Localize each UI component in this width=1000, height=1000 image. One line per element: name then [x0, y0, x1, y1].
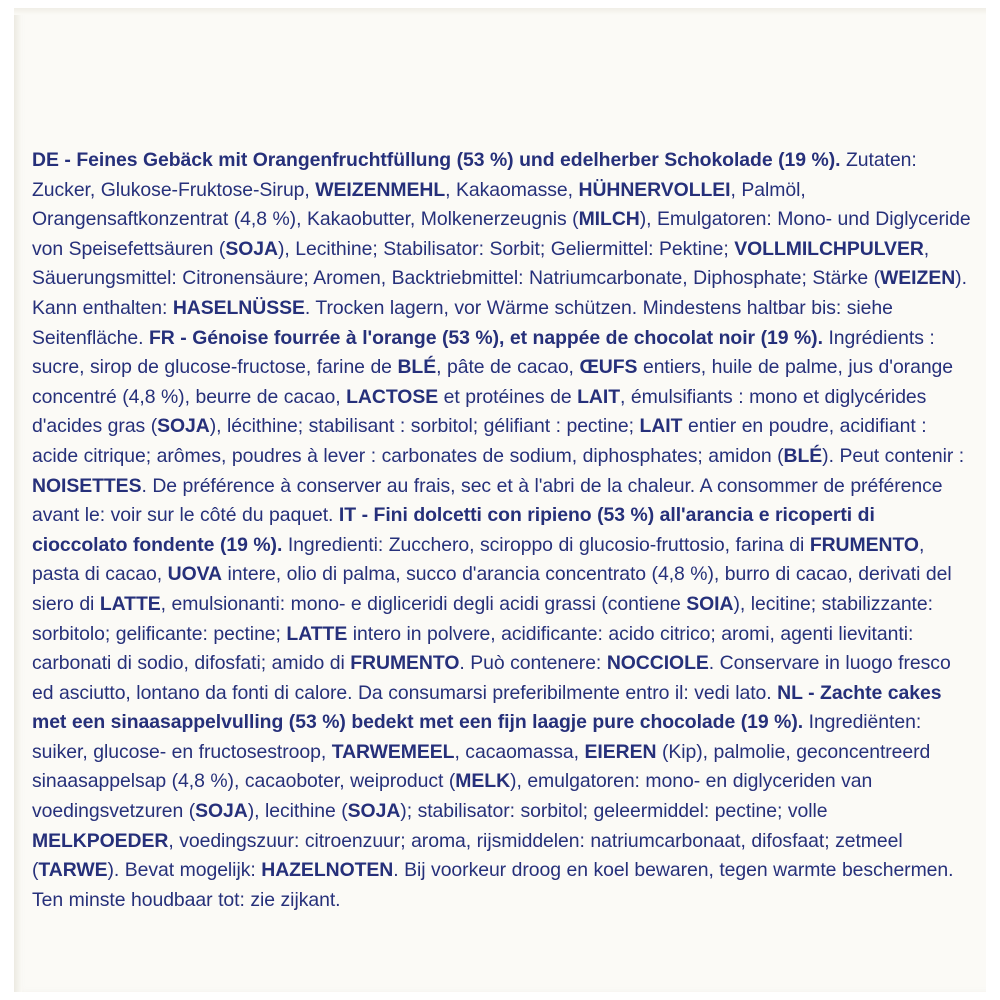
- allergen-emphasis: SOJA: [347, 800, 401, 823]
- ingredient-run: , émulsifiants : mono et diglycérides d'acides gras (: [32, 385, 927, 438]
- ingredient-run: . Conservare in luogo fresco ed asciutto, lontano da fonti di calore. Da consumarsi preferibilmente entro il: vedi lato.: [32, 652, 951, 704]
- allergen-emphasis: HÜHNERVOLLEI: [578, 178, 731, 201]
- ingredient-run: . Bij voorkeur droog en koel bewaren, tegen warmte beschermen. Ten minste houdbaar tot: zie zijkant.: [32, 859, 954, 911]
- language-section-nl: [32, 682, 954, 911]
- ingredient-run: ). Kann enthalten:: [32, 267, 967, 319]
- allergen-emphasis: UOVA: [167, 563, 223, 586]
- allergen-emphasis: LAIT: [639, 415, 683, 438]
- allergen-emphasis: TARWE: [38, 859, 108, 882]
- language-section-de: [32, 149, 971, 349]
- ingredient-run: , voedingszuur: citroenzuur; aroma, rijsmiddelen: natriumcarbonaat, difosfaat; zetmeel (: [32, 829, 903, 882]
- ingredient-run: entiers, huile de palme, jus d'orange concentré (4,8 %), beurre de cacao,: [32, 356, 954, 408]
- allergen-emphasis: SOJA: [157, 415, 210, 438]
- ingredient-run: . De préférence à conserver au frais, sec et à l'abri de la chaleur. A consommer de préférence avant le: voir sur le côté du paquet.: [32, 474, 943, 527]
- allergen-emphasis: WEIZEN: [880, 267, 956, 290]
- allergen-emphasis: WEIZENMEHL: [315, 178, 446, 201]
- ingredients-text-block: [32, 146, 974, 915]
- allergen-emphasis: VOLLMILCHPULVER: [734, 237, 924, 260]
- allergen-emphasis: NOCCIOLE: [606, 652, 709, 675]
- allergen-emphasis: NOISETTES: [32, 474, 142, 497]
- allergen-emphasis: LACTOSE: [346, 385, 439, 408]
- ingredient-run: , pâte de cacao,: [436, 356, 580, 379]
- ingredient-run: . Trocken lagern, vor Wärme schützen. Mindestens haltbar bis: siehe Seitenfläche.: [32, 296, 893, 349]
- ingredient-run: et protéines de: [438, 385, 578, 408]
- allergen-emphasis: LATTE: [286, 622, 348, 645]
- ingredient-run: ); stabilisator: sorbitol; geleermiddel: pectine; volle: [400, 800, 828, 823]
- language-code: DE -: [32, 149, 77, 171]
- ingredient-run: ), lécithine; stabilisant : sorbitol; gélifiant : pectine;: [209, 415, 640, 438]
- ingredient-run: entier en poudre, acidifiant : acide citrique; arômes, poudres à lever : carbonates de sodium, diphosphates; amidon (: [32, 415, 927, 467]
- allergen-emphasis: TARWEMEEL: [331, 740, 455, 763]
- language-code: FR -: [149, 326, 193, 349]
- panel-top-edge-shading: [14, 8, 986, 15]
- product-headline: Génoise fourrée à l'orange (53 %), et nappée de chocolat noir (19 %).: [192, 326, 823, 349]
- allergen-emphasis: SOJA: [195, 800, 248, 823]
- language-code: NL -: [777, 681, 821, 704]
- language-section-fr: [32, 327, 964, 527]
- allergen-emphasis: FRUMENTO: [350, 652, 460, 675]
- ingredient-run: ). Peut contenir :: [822, 444, 965, 467]
- allergen-emphasis: MELKPOEDER: [32, 829, 169, 852]
- ingredient-run: ), Lecithine; Stabilisator: Sorbit; Geliermittel: Pektine;: [277, 237, 735, 260]
- ingredient-run: ), Emulgatoren: Mono- und Diglyceride von Speisefettsäuren (: [32, 208, 971, 260]
- ingredient-run: intero in polvere, acidificante: acido citrico; aromi, agenti lievitanti: carbonati di sodio, difosfati; amido di: [32, 622, 914, 675]
- ingredient-run: ), lecithine (: [247, 800, 348, 823]
- ingredient-run: ). Bevat mogelijk:: [107, 859, 262, 882]
- panel-left-edge-shading: [14, 8, 22, 992]
- ingredient-run: Zutaten: Zucker, Glukose-Fruktose-Sirup,: [32, 149, 917, 201]
- language-section-it: [32, 504, 952, 704]
- ingredient-run: Ingredienti: Zucchero, sciroppo di glucosio-fruttosio, farina di: [282, 533, 810, 556]
- ingredient-run: intere, olio di palma, succo d'arancia concentrato (4,8 %), burro di cacao, derivati del siero di: [32, 563, 952, 615]
- allergen-emphasis: HASELNÜSSE: [172, 296, 305, 319]
- allergen-emphasis: MELK: [455, 770, 511, 793]
- allergen-emphasis: EIEREN: [584, 740, 657, 763]
- allergen-emphasis: SOJA: [225, 237, 278, 260]
- ingredient-run: , cacaomassa,: [454, 740, 585, 763]
- allergen-emphasis: FRUMENTO: [809, 533, 919, 556]
- ingredient-run: Ingrédients : sucre, sirop de glucose-fructose, farine de: [32, 326, 935, 379]
- product-headline: Fini dolcetti con ripieno (53 %) all'arancia e ricoperti di cioccolato fondente (19 %).: [32, 504, 875, 556]
- language-code: IT -: [338, 504, 374, 527]
- ingredient-run: ), emulgatoren: mono- en diglyceriden van voedingsvetzuren (: [32, 770, 873, 823]
- product-headline: Feines Gebäck mit Orangenfruchtfüllung (53 %) und edelherber Schokolade (19 %).: [76, 149, 841, 171]
- ingredient-run: Ingrediënten: suiker, glucose- en fructosestroop,: [32, 711, 922, 763]
- allergen-emphasis: HAZELNOTEN: [261, 859, 394, 882]
- allergen-emphasis: ŒUFS: [579, 356, 638, 379]
- ingredient-run: ), lecitine; stabilizzante: sorbitolo; gelificante: pectine;: [32, 592, 933, 645]
- allergen-emphasis: BLÉ: [397, 356, 437, 379]
- ingredient-run: , Säuerungsmittel: Citronensäure; Aromen, Backtriebmittel: Natriumcarbonate, Diphosphate; Stärke (: [32, 237, 930, 290]
- ingredient-run: , Palmöl, Orangensaftkonzentrat (4,8 %), Kakaobutter, Molkenerzeugnis (: [32, 178, 806, 231]
- allergen-emphasis: SOIA: [686, 592, 734, 615]
- allergen-emphasis: MILCH: [578, 208, 640, 231]
- allergen-emphasis: LAIT: [577, 385, 620, 408]
- allergen-emphasis: LATTE: [99, 592, 161, 615]
- allergen-emphasis: BLÉ: [783, 444, 823, 467]
- ingredient-run: , pasta di cacao,: [32, 533, 925, 586]
- ingredient-run: , Kakaomasse,: [445, 178, 579, 201]
- ingredient-run: . Può contenere:: [459, 652, 607, 675]
- product-headline: Zachte cakes met een sinaasappelvulling (53 %) bedekt met een fijn laagje pure chocolade (19 %).: [32, 681, 942, 734]
- ingredient-run: , emulsionanti: mono- e digliceridi degli acidi grassi (contiene: [160, 592, 687, 615]
- ingredient-run: (Kip), palmolie, geconcentreerd sinaasappelsap (4,8 %), cacaoboter, weiproduct (: [32, 740, 931, 793]
